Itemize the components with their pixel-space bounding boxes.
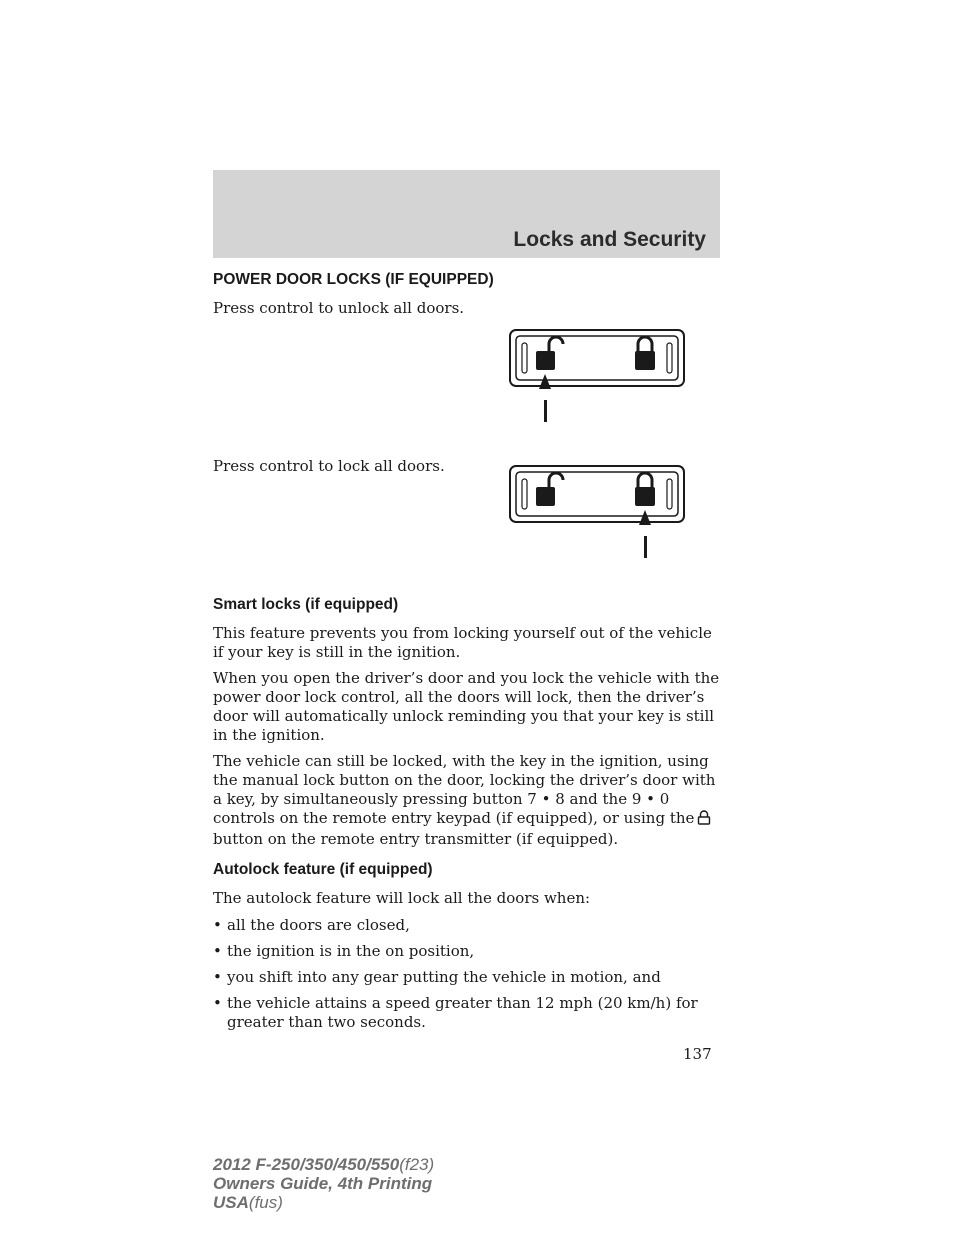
bullet: •: [213, 942, 222, 960]
unlocked-padlock-icon: [536, 337, 563, 370]
lock-control-diagram: [509, 465, 685, 565]
section-title: Locks and Security: [513, 228, 706, 251]
footer-line-1: [213, 1155, 434, 1174]
smart-locks-heading: Smart locks (if equipped): [213, 596, 399, 613]
locked-padlock-icon: [635, 473, 655, 506]
bullet: •: [213, 994, 222, 1012]
lock-figure-row: [213, 457, 720, 585]
footer-model: 2012 F-250/350/450/550: [213, 1155, 400, 1174]
smart-locks-paragraph-3: [213, 752, 720, 849]
unlock-figure-row: [213, 299, 720, 431]
list-item: [213, 942, 720, 961]
list-item: [213, 916, 720, 935]
bullet: •: [213, 916, 222, 934]
autolock-conditions-list: [213, 916, 720, 1032]
autolock-intro: The autolock feature will lock all the doors when:: [213, 889, 591, 907]
smart-locks-paragraph-3-end: button on the remote entry transmitter (if equipped).: [213, 830, 619, 848]
lock-instruction: Press control to lock all doors.: [213, 457, 445, 475]
footer-line-3: [213, 1193, 434, 1212]
pointer-arrow-icon: [639, 510, 651, 558]
bullet: •: [213, 968, 222, 986]
smart-locks-paragraph-2: When you open the driver’s door and you lock the vehicle with the power door lock control, all the doors will lock, then the driver’s door will automatically unlock reminding you that your key is still in the ignition.: [213, 669, 720, 744]
list-item-text: the ignition is in the on position,: [227, 942, 475, 960]
footer-guide: Owners Guide, 4th Printing: [213, 1174, 433, 1193]
smart-locks-paragraph-3-start: The vehicle can still be locked, with the key in the ignition, using the manual lock button on the door, locking the driver’s door with a key, by simultaneously pressing button 7 • 8 and the 9 • 0 controls on the remote entry keypad (if equipped), or using the: [213, 752, 716, 827]
unlock-instruction: Press control to unlock all doors.: [213, 299, 465, 317]
list-item-text: the vehicle attains a speed greater than 12 mph (20 km/h) for greater than two seconds.: [227, 994, 698, 1031]
list-item: [213, 968, 720, 987]
list-item-text: all the doors are closed,: [227, 916, 410, 934]
unlocked-padlock-icon: [536, 473, 563, 506]
switch-end-slot-left: [522, 479, 527, 509]
pointer-arrow-icon: [539, 374, 551, 422]
locked-padlock-icon: [635, 337, 655, 370]
switch-end-slot-left: [522, 343, 527, 373]
footer-line-2: [213, 1174, 434, 1193]
power-door-locks-heading: POWER DOOR LOCKS (IF EQUIPPED): [213, 271, 494, 288]
footer-print-info: [213, 1155, 434, 1212]
list-item: [213, 994, 720, 1032]
autolock-heading: Autolock feature (if equipped): [213, 861, 433, 878]
page-number: 137: [683, 1045, 712, 1063]
footer-model-code: (f23): [399, 1155, 435, 1174]
page-content: [213, 264, 720, 1039]
unlock-control-diagram: [509, 329, 685, 429]
list-item-text: you shift into any gear putting the vehicle in motion, and: [227, 968, 661, 986]
switch-end-slot-right: [667, 479, 672, 509]
smart-locks-paragraph-1: This feature prevents you from locking yourself out of the vehicle if your key is still in the ignition.: [213, 624, 712, 661]
footer-market: USA: [213, 1193, 249, 1212]
footer-market-code: (fus): [248, 1193, 283, 1212]
remote-lock-button-icon: [696, 809, 712, 830]
header-band: [213, 170, 720, 258]
switch-end-slot-right: [667, 343, 672, 373]
